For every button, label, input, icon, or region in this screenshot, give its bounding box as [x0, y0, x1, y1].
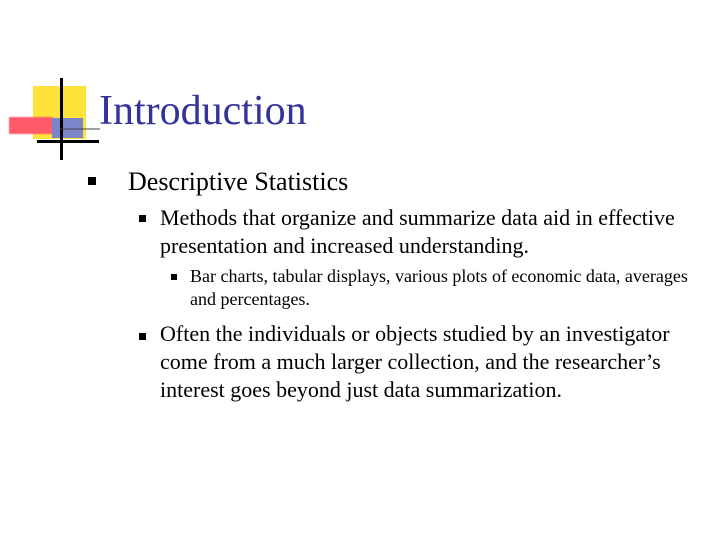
square-bullet-icon: [88, 177, 96, 185]
logo-vertical-line: [60, 78, 63, 160]
logo-red-bar: [9, 117, 53, 134]
sub-bullet-individuals: Often the individuals or objects studied by an investigator come from a much larger collection, and the researcher’s interest goes beyond just data summarization.: [160, 321, 670, 402]
slide-title: Introduction: [99, 88, 307, 134]
sub-bullet-methods: Methods that organize and summarize data aid in effective presentation and increased understanding.: [160, 205, 675, 258]
logo-horizontal-line-faint: [60, 128, 100, 130]
sub-sub-bullet-examples: Bar charts, tabular displays, various plots of economic data, averages and percentages.: [190, 266, 688, 309]
square-bullet-icon: [171, 274, 177, 280]
square-bullet-icon: [139, 215, 146, 222]
bullet-descriptive-statistics: Descriptive Statistics: [128, 167, 349, 196]
logo-horizontal-line: [37, 140, 99, 143]
corner-logo-icon: [0, 0, 100, 170]
square-bullet-icon: [139, 333, 146, 340]
